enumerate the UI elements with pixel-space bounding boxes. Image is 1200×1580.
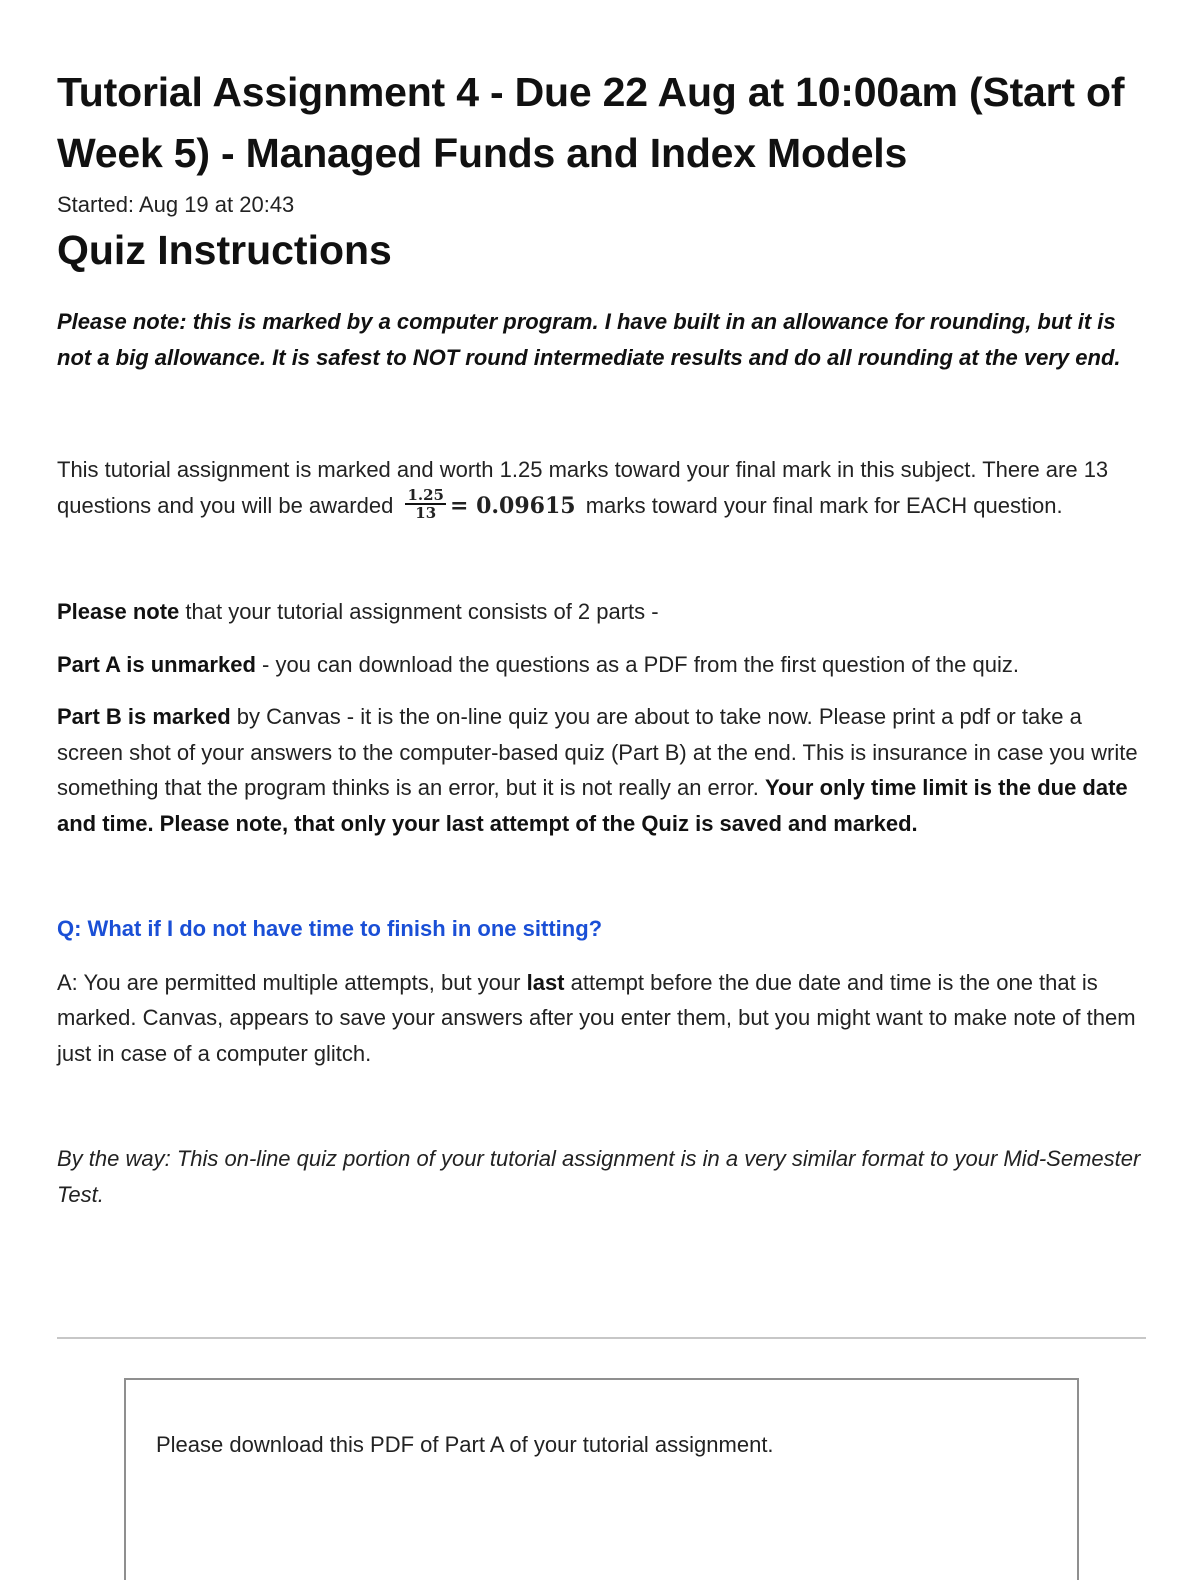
question-box (124, 1378, 1079, 1580)
part-a-paragraph: Part A is unmarked - you can download the questions as a PDF from the first question of the quiz. (57, 651, 1019, 677)
by-the-way-note: By the way: This on-line quiz portion of your tutorial assignment is in a very similar format to your Mid-Semester Test. (57, 1146, 1141, 1207)
parts-paragraph: Please note that your tutorial assignment consists of 2 parts - (57, 599, 659, 624)
marks-paragraph: This tutorial assignment is marked and worth 1.25 marks toward your final mark in this subject. There are 13 questions and you will be awarded $\frac{1.25}{13}$ = 0.09615 marks toward your final mark for EACH question. (57, 457, 1109, 522)
instructions-heading: Quiz Instructions (57, 227, 392, 273)
faq-answer: A: You are permitted multiple attempts, but your last attempt before the due date and time is the one that is marked. Canvas, appears to save your answers after you enter them, but you might want to make note of them just in case of a computer glitch. (57, 969, 1136, 1066)
fraction: $\frac{1.25}{13}$ (407, 485, 444, 522)
question-text: Please download this PDF of Part A of your tutorial assignment. (156, 1432, 774, 1457)
marking-note: Please note: this is marked by a computer program. I have built in an allowance for rounding, but it is not a big allowance. It is safest to NOT round intermediate results and do all rounding at the very end. (57, 309, 1121, 370)
part-b-paragraph: Part B is marked by Canvas - it is the on-line quiz you are about to take now. Please print a pdf or take a screen shot of your answers to the computer-based quiz (Part B) at the end. This is insurance in case you write something that the program thinks is an error, but it is not really an error. Your only time limit is the due date and time. Please note, that only your last attempt of the Quiz is saved and marked. (57, 704, 1138, 836)
section-divider (57, 1337, 1146, 1339)
started-timestamp: Started: Aug 19 at 20:43 (57, 192, 295, 217)
page-title: Tutorial Assignment 4 - Due 22 Aug at 10:00am (Start of Week 5) - Managed Funds and Index Models (57, 69, 1125, 176)
faq-question: Q: What if I do not have time to finish in one sitting? (57, 916, 603, 941)
quiz-page (57, 62, 1147, 1212)
fraction-result: = 0.09615 (450, 492, 576, 519)
